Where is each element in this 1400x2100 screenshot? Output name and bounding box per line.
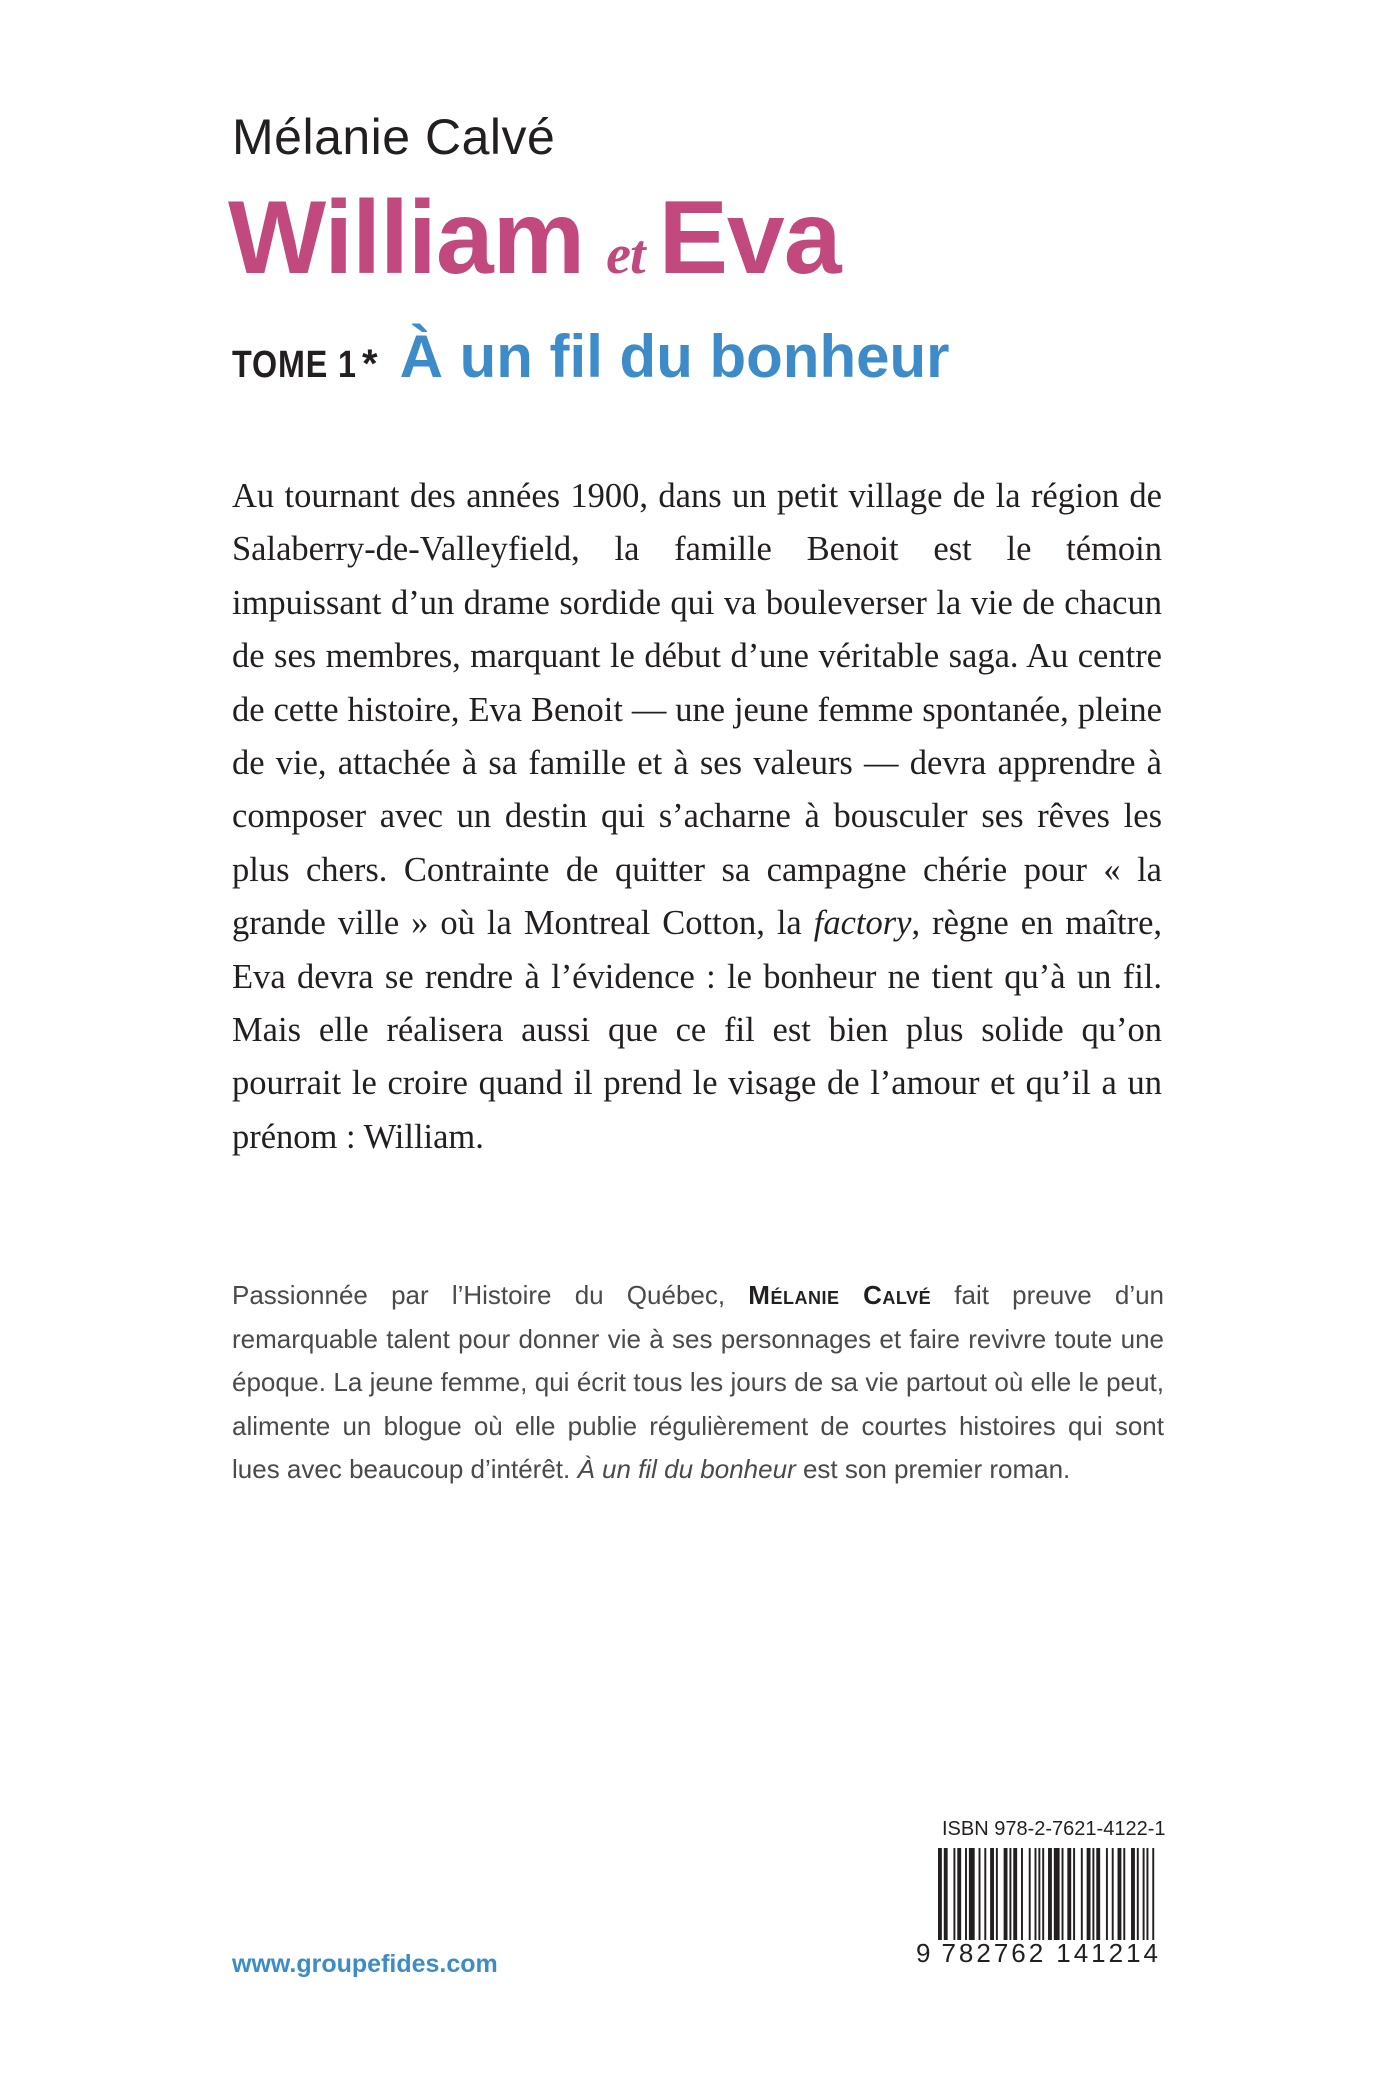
synopsis-paragraph xyxy=(232,470,1162,1164)
barcode-bar xyxy=(1112,1848,1114,1940)
author-bio xyxy=(232,1274,1164,1492)
barcode-bar xyxy=(1146,1848,1148,1940)
asterisk-separator-icon: * xyxy=(362,342,378,386)
barcode-bar xyxy=(957,1848,961,1940)
barcode-bar xyxy=(1004,1848,1008,1940)
barcode-bar xyxy=(969,1848,975,1940)
barcode-bar xyxy=(1081,1848,1083,1940)
barcode-bar xyxy=(1042,1848,1044,1940)
barcode-bar xyxy=(984,1848,986,1940)
synopsis-italic-factory: factory xyxy=(813,904,912,943)
barcode-bar xyxy=(1048,1848,1052,1940)
series-title-eva: Eva xyxy=(658,180,841,296)
barcode-digits xyxy=(916,1938,1166,1969)
barcode-bar xyxy=(1062,1848,1064,1940)
barcode-bar xyxy=(944,1848,948,1940)
barcode-bar xyxy=(1073,1848,1075,1940)
volume-title: À un fil du bonheur xyxy=(399,323,950,390)
barcode-left-digits: 782762 xyxy=(941,1938,1047,1968)
barcode-bar xyxy=(1092,1848,1094,1940)
barcode-bar xyxy=(1038,1848,1040,1940)
barcode-bar xyxy=(996,1848,998,1940)
series-title xyxy=(228,180,841,296)
barcode-bar xyxy=(1152,1848,1154,1940)
bio-book-title: À un fil du bonheur xyxy=(577,1454,796,1484)
synopsis-text-part2: , règne en maître, Eva devra se rendre à l’évidence : le bonheur ne tient qu’à un fil. Mais elle réalisera aussi que ce fil est bien plus solide qu’on pourrait le croire quand il prend le visage de l’amour et qu’il a un prénom : William. xyxy=(232,904,1163,1156)
bio-body: fait preuve d’un remarquable talent pour donner vie à ses personnages et faire revivre toute une époque. La jeune femme, qui écrit tous les jours de sa vie partout où elle le peut, alimente un blogue où elle publie régulièrement de courtes histoires qui sont lues avec beaucoup d’intérêt. xyxy=(232,1280,1165,1484)
barcode-bar xyxy=(1137,1848,1139,1940)
barcode-bar xyxy=(1067,1848,1071,1940)
barcode-first-digit: 9 xyxy=(916,1938,934,1968)
barcode-bar xyxy=(953,1848,955,1940)
synopsis-text-part1: Au tournant des années 1900, dans un petit village de la région de Salaberry-de-Valleyfield, la famille Benoit est le témoin impuissant d’un drame sordide qui va bouleverser la vie de chacun de ses membres, marquant le début d’une véritable saga. Au centre de cette histoire, Eva Benoit — une jeune femme spontanée, pleine de vie, attachée à sa famille et à ses valeurs — devra apprendre à composer avec un destin qui s’acharne à bousculer ses rêves les plus chers. Contrainte de quitter sa campagne chérie pour « la grande ville » où la Montreal Cotton, la xyxy=(232,477,1162,943)
barcode-bar xyxy=(1035,1848,1037,1940)
series-title-et: et xyxy=(606,224,645,286)
bio-author-name: Mélanie Calvé xyxy=(748,1280,932,1310)
isbn-label: ISBN 978-2-7621-4122-1 xyxy=(942,1818,1166,1840)
barcode-bar xyxy=(1143,1848,1145,1940)
barcode-bar xyxy=(965,1848,967,1940)
barcode-bar xyxy=(1013,1848,1017,1940)
barcode-bar xyxy=(938,1848,942,1940)
barcode-bar xyxy=(1087,1848,1091,1940)
barcode-bar xyxy=(1029,1848,1031,1940)
series-title-william: William xyxy=(228,180,585,296)
barcode-bar xyxy=(1118,1848,1122,1940)
barcode-right-digits: 141214 xyxy=(1056,1938,1161,1968)
barcode-bar xyxy=(1021,1848,1023,1940)
barcode-bar xyxy=(1106,1848,1108,1940)
volume-label: TOME 1 xyxy=(232,344,357,386)
barcode-bar xyxy=(1054,1848,1060,1940)
barcode-image xyxy=(938,1848,1160,1940)
barcode-bar xyxy=(1009,1848,1011,1940)
barcode-bar xyxy=(1096,1848,1100,1940)
barcode-bar xyxy=(1131,1848,1135,1940)
volume-line xyxy=(232,322,949,391)
barcode-bar xyxy=(1123,1848,1125,1940)
publisher-website-link[interactable]: www.groupefides.com xyxy=(232,1950,498,1978)
bio-intro: Passionnée par l’Histoire du Québec, xyxy=(232,1280,749,1310)
bio-ending: est son premier roman. xyxy=(795,1454,1071,1484)
barcode-bar xyxy=(979,1848,981,1940)
barcode-bar xyxy=(990,1848,994,1940)
author-name: Mélanie Calvé xyxy=(232,109,556,165)
